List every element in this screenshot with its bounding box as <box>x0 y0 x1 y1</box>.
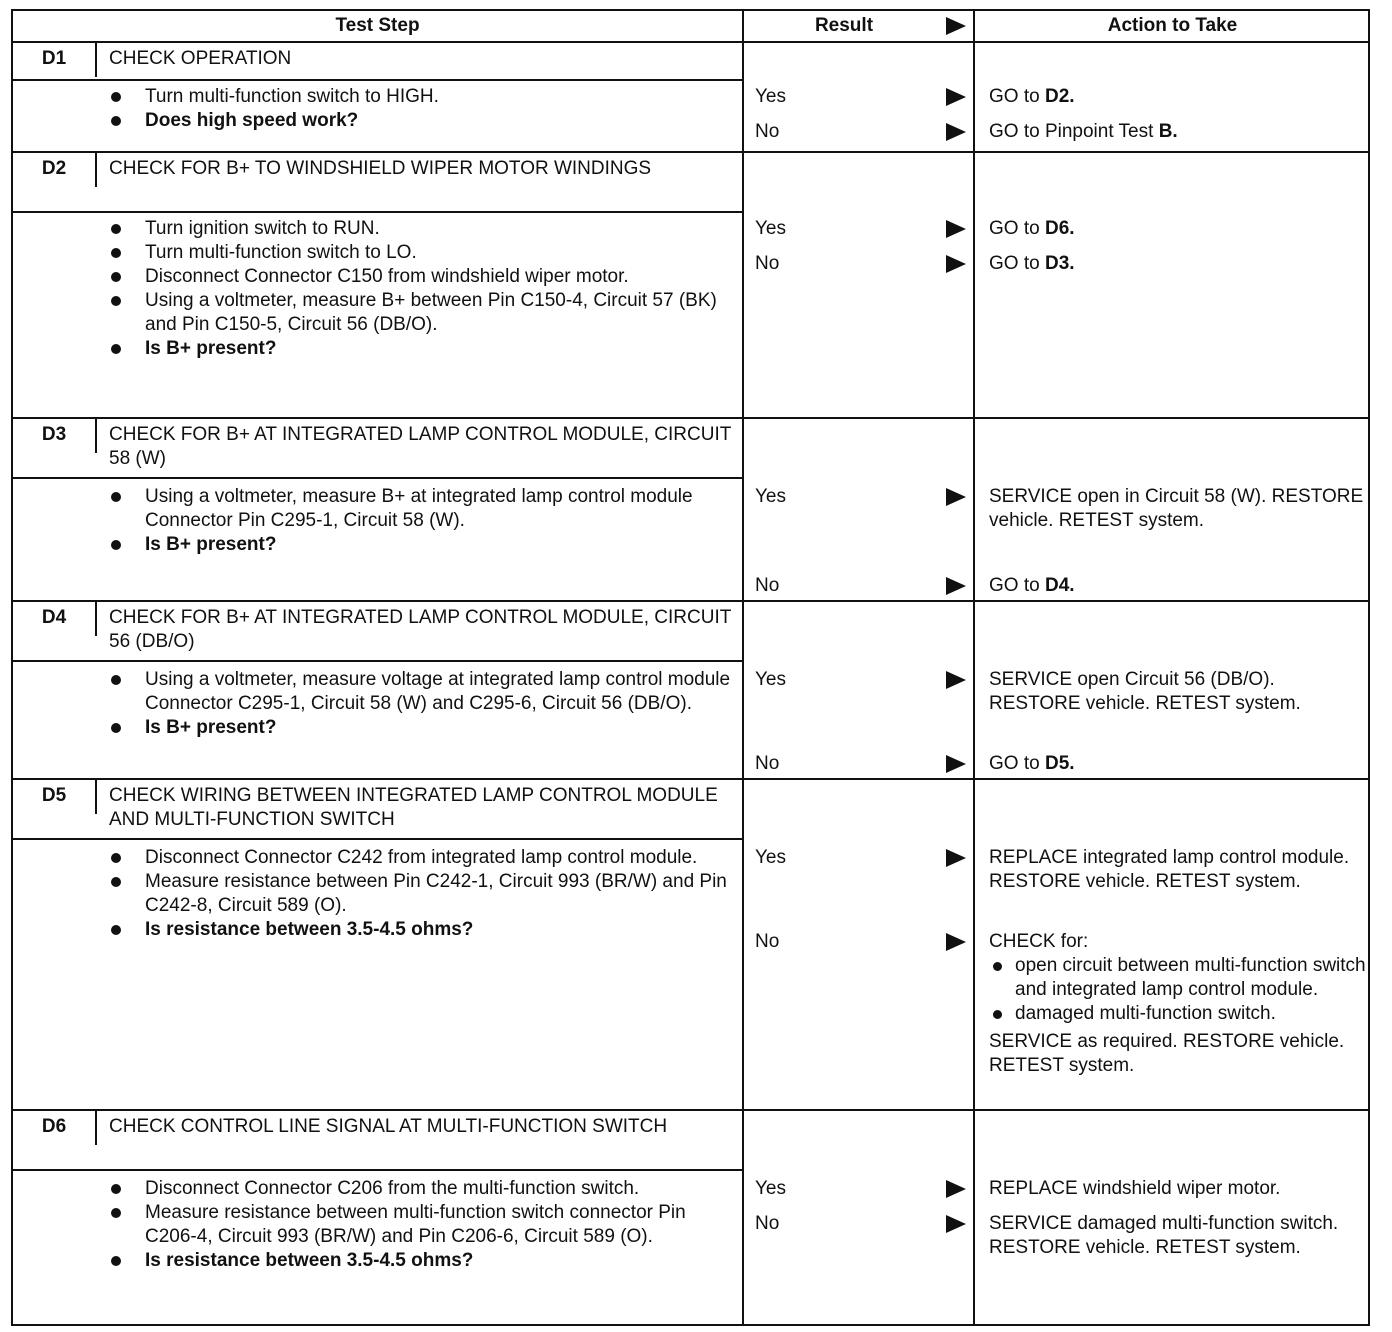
result-yes: Yes <box>755 86 786 107</box>
yes-arrow-icon <box>946 220 966 238</box>
step-title: CHECK WIRING BETWEEN INTEGRATED LAMP CONTROL MODULE AND MULTI-FUNCTION SWITCH <box>109 785 718 830</box>
header-arrow-icon <box>946 17 966 35</box>
result-no: No <box>755 753 780 774</box>
action-yes: GO to D6. <box>989 218 1075 239</box>
step-title: CHECK FOR B+ TO WINDSHIELD WIPER MOTOR WINDINGS <box>109 158 652 179</box>
step-instructions <box>97 85 737 133</box>
instruction: Turn multi-function switch to LO. <box>97 241 737 265</box>
yes-arrow-icon <box>946 849 966 867</box>
step-question: Is B+ present? <box>97 533 737 557</box>
action-yes: REPLACE integrated lamp control module. RESTORE vehicle. RETEST system. <box>989 847 1350 892</box>
action-no-outro: SERVICE as required. RESTORE vehicle. RETEST system. <box>989 1031 1345 1076</box>
result-no: No <box>755 121 780 142</box>
header-test-step: Test Step <box>335 15 420 36</box>
yes-arrow-icon <box>946 488 966 506</box>
no-arrow-icon <box>946 1215 966 1233</box>
pinpoint-test-table <box>11 9 1370 1326</box>
checklist-item: damaged multi-function switch. <box>989 1002 1369 1026</box>
result-no: No <box>755 1213 780 1234</box>
action-no: SERVICE damaged multi-function switch. RESTORE vehicle. RETEST system. <box>989 1213 1339 1258</box>
checklist-item: open circuit between multi-function switch and integrated lamp control module. <box>989 954 1369 1002</box>
table-header <box>13 11 1368 43</box>
yes-arrow-icon <box>946 1180 966 1198</box>
action-yes: GO to D2. <box>989 86 1075 107</box>
no-arrow-icon <box>946 255 966 273</box>
no-arrow-icon <box>946 123 966 141</box>
step-instructions <box>97 485 737 557</box>
instruction: Disconnect Connector C150 from windshield wiper motor. <box>97 265 737 289</box>
step-instructions <box>97 217 737 361</box>
no-arrow-icon <box>946 933 966 951</box>
instruction: Measure resistance between Pin C242-1, Circuit 993 (BR/W) and Pin C242-8, Circuit 589 (O). <box>97 870 737 918</box>
step-row-d3 <box>13 417 1368 600</box>
step-instructions <box>97 1177 737 1273</box>
title-rule <box>13 1169 742 1171</box>
action-no: GO to D5. <box>989 753 1075 774</box>
title-rule <box>13 211 742 213</box>
title-rule <box>13 660 742 662</box>
header-action: Action to Take <box>1107 15 1238 36</box>
step-title: CHECK CONTROL LINE SIGNAL AT MULTI-FUNCTION SWITCH <box>109 1116 668 1137</box>
action-yes: SERVICE open in Circuit 58 (W). RESTORE vehicle. RETEST system. <box>989 486 1364 531</box>
result-no: No <box>755 575 780 596</box>
title-rule <box>13 477 742 479</box>
step-question: Does high speed work? <box>97 109 737 133</box>
action-no <box>989 930 1369 1078</box>
step-title: CHECK FOR B+ AT INTEGRATED LAMP CONTROL MODULE, CIRCUIT 58 (W) <box>109 424 731 469</box>
step-question: Is resistance between 3.5-4.5 ohms? <box>97 1249 737 1273</box>
header-result: Result <box>814 15 874 36</box>
title-rule <box>13 838 742 840</box>
step-row-d2 <box>13 151 1368 417</box>
step-question: Is resistance between 3.5-4.5 ohms? <box>97 918 737 942</box>
instruction: Measure resistance between multi-function switch connector Pin C206-4, Circuit 993 (BR/W) and Pin C206-6, Circuit 589 (O). <box>97 1201 737 1249</box>
step-row-d5 <box>13 778 1368 1109</box>
result-yes: Yes <box>755 1178 786 1199</box>
step-id: D1 <box>13 43 97 77</box>
no-arrow-icon <box>946 755 966 773</box>
action-no-checklist <box>989 954 1369 1026</box>
step-title: CHECK FOR B+ AT INTEGRATED LAMP CONTROL MODULE, CIRCUIT 56 (DB/O) <box>109 607 731 652</box>
yes-arrow-icon <box>946 88 966 106</box>
action-yes: REPLACE windshield wiper motor. <box>989 1178 1281 1199</box>
step-row-d6 <box>13 1109 1368 1326</box>
yes-arrow-icon <box>946 671 966 689</box>
result-no: No <box>755 931 780 952</box>
instruction: Using a voltmeter, measure voltage at integrated lamp control module Connector C295-1, Circuit 58 (W) and C295-6, Circuit 56 (DB/O). <box>97 668 737 716</box>
step-id: D3 <box>13 419 97 453</box>
step-id: D4 <box>13 602 97 636</box>
instruction: Turn ignition switch to RUN. <box>97 217 737 241</box>
result-no: No <box>755 253 780 274</box>
step-row-d1 <box>13 43 1368 151</box>
action-no: GO to D4. <box>989 575 1075 596</box>
step-instructions <box>97 846 737 942</box>
step-question: Is B+ present? <box>97 716 737 740</box>
instruction: Using a voltmeter, measure B+ between Pin C150-4, Circuit 57 (BK) and Pin C150-5, Circuit 56 (DB/O). <box>97 289 737 337</box>
step-question: Is B+ present? <box>97 337 737 361</box>
step-instructions <box>97 668 737 740</box>
step-row-d4 <box>13 600 1368 778</box>
step-title: CHECK OPERATION <box>109 48 292 69</box>
result-yes: Yes <box>755 486 786 507</box>
instruction: Turn multi-function switch to HIGH. <box>97 85 737 109</box>
instruction: Disconnect Connector C206 from the multi-function switch. <box>97 1177 737 1201</box>
instruction: Disconnect Connector C242 from integrated lamp control module. <box>97 846 737 870</box>
action-no: GO to Pinpoint Test B. <box>989 121 1178 142</box>
step-id: D6 <box>13 1111 97 1145</box>
step-id: D5 <box>13 780 97 814</box>
result-yes: Yes <box>755 847 786 868</box>
title-rule <box>13 79 742 81</box>
result-yes: Yes <box>755 218 786 239</box>
no-arrow-icon <box>946 577 966 595</box>
result-yes: Yes <box>755 669 786 690</box>
action-no: GO to D3. <box>989 253 1075 274</box>
step-id: D2 <box>13 153 97 187</box>
instruction: Using a voltmeter, measure B+ at integrated lamp control module Connector Pin C295-1, Circuit 58 (W). <box>97 485 737 533</box>
action-no-intro: CHECK for: <box>989 931 1089 952</box>
action-yes: SERVICE open Circuit 56 (DB/O). RESTORE vehicle. RETEST system. <box>989 669 1301 714</box>
